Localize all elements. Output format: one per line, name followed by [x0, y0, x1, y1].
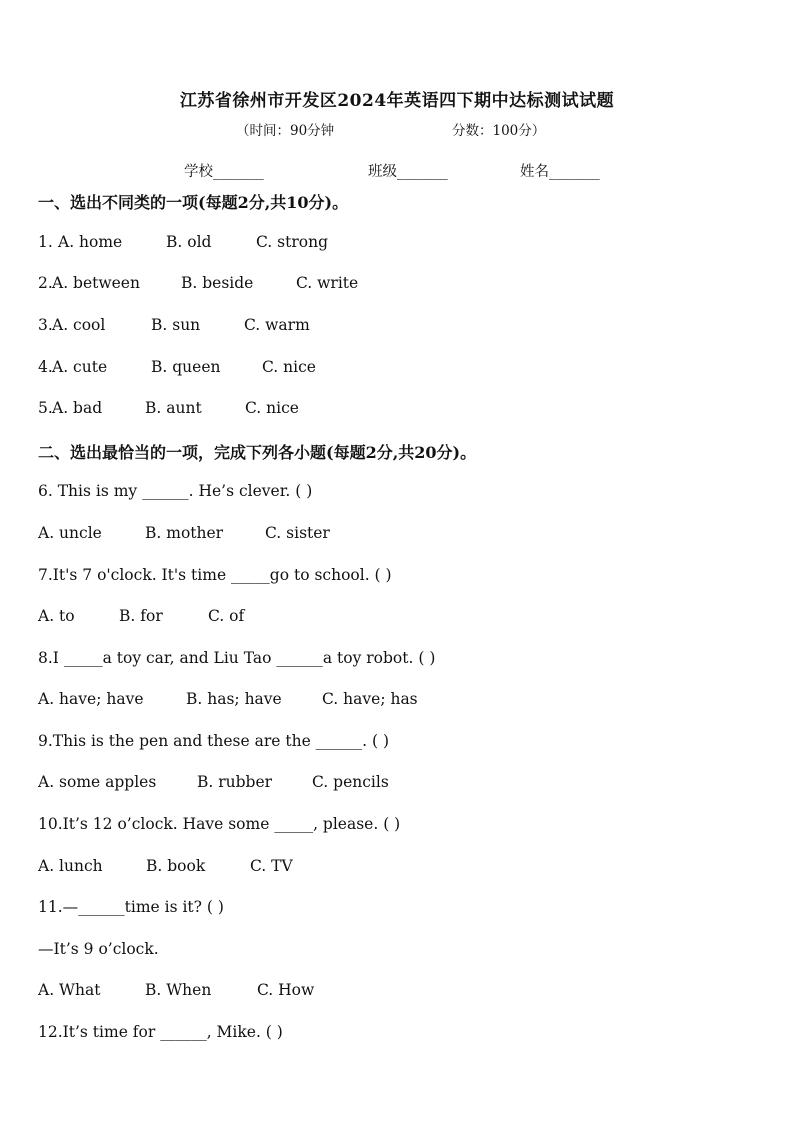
option-c: C. nice: [245, 399, 299, 417]
option-b: B. sun: [151, 316, 201, 334]
school-field: 学校_______: [184, 164, 264, 180]
option-b: B. for: [119, 607, 163, 625]
option-a: A. cute: [52, 358, 108, 376]
option-a: A. between: [52, 274, 140, 292]
option-a: A. What: [38, 981, 101, 999]
option-b: B. book: [146, 857, 206, 875]
option-b: B. beside: [181, 274, 254, 292]
question-stem: 12.It’s time for ______, Mike. ( ): [38, 1023, 283, 1041]
option-c: C. warm: [244, 316, 310, 334]
class-field: 班级_______: [368, 164, 448, 180]
question-stem: 8.I _____a toy car, and Liu Tao ______a toy robot. ( ): [38, 649, 436, 667]
option-a: A. cool: [52, 316, 106, 334]
question-stem: 10.It’s 12 o’clock. Have some _____, please. ( ): [38, 815, 401, 833]
option-c: C. TV: [250, 857, 293, 875]
section-heading-1: 一、选出不同类的一项(每题2分,共10分)。: [38, 193, 349, 212]
score-info: 分数：100分）: [452, 123, 546, 139]
option-c: C. pencils: [312, 773, 389, 791]
option-b: B. old: [166, 233, 212, 251]
option-c: C. strong: [256, 233, 328, 251]
option-b: B. aunt: [145, 399, 202, 417]
option-b: B. mother: [145, 524, 224, 542]
option-a: A. to: [38, 607, 75, 625]
option-a: A. lunch: [38, 857, 103, 875]
name-field: 姓名_______: [520, 164, 600, 180]
option-b: B. When: [145, 981, 212, 999]
time-info: （时间：90分钟: [236, 123, 335, 139]
section-heading-2: 二、选出最恰当的一项，完成下列各小题(每题2分,共20分)。: [38, 443, 477, 462]
option-c: C. sister: [265, 524, 330, 542]
question-stem: 9.This is the pen and these are the ______. ( ): [38, 732, 390, 750]
question-stem: 11.—______time is it? ( ): [38, 898, 224, 916]
option-a: A. some apples: [38, 773, 157, 791]
question-number: 5.: [38, 399, 53, 417]
question-number: 2.: [38, 274, 53, 292]
option-a: A. bad: [52, 399, 103, 417]
option-a: A. uncle: [38, 524, 102, 542]
option-a: A. have; have: [38, 690, 144, 708]
question-stem: 6. This is my ______. He’s clever. ( ): [38, 482, 313, 500]
option-c: C. nice: [262, 358, 316, 376]
option-b: B. has; have: [186, 690, 282, 708]
option-c: C. write: [296, 274, 359, 292]
option-a: A. home: [58, 233, 123, 251]
question-number: 4.: [38, 358, 53, 376]
option-b: B. queen: [151, 358, 221, 376]
option-c: C. have; has: [322, 690, 418, 708]
question-dialogue: —It’s 9 o’clock.: [38, 940, 159, 958]
question-number: 1.: [38, 233, 53, 251]
page-title: 江苏省徐州市开发区2024年英语四下期中达标测试试题: [179, 91, 615, 111]
option-c: C. of: [208, 607, 245, 625]
question-number: 3.: [38, 316, 53, 334]
option-c: C. How: [257, 981, 315, 999]
option-b: B. rubber: [197, 773, 273, 791]
question-stem: 7.It's 7 o'clock. It's time _____go to school. ( ): [38, 566, 392, 584]
